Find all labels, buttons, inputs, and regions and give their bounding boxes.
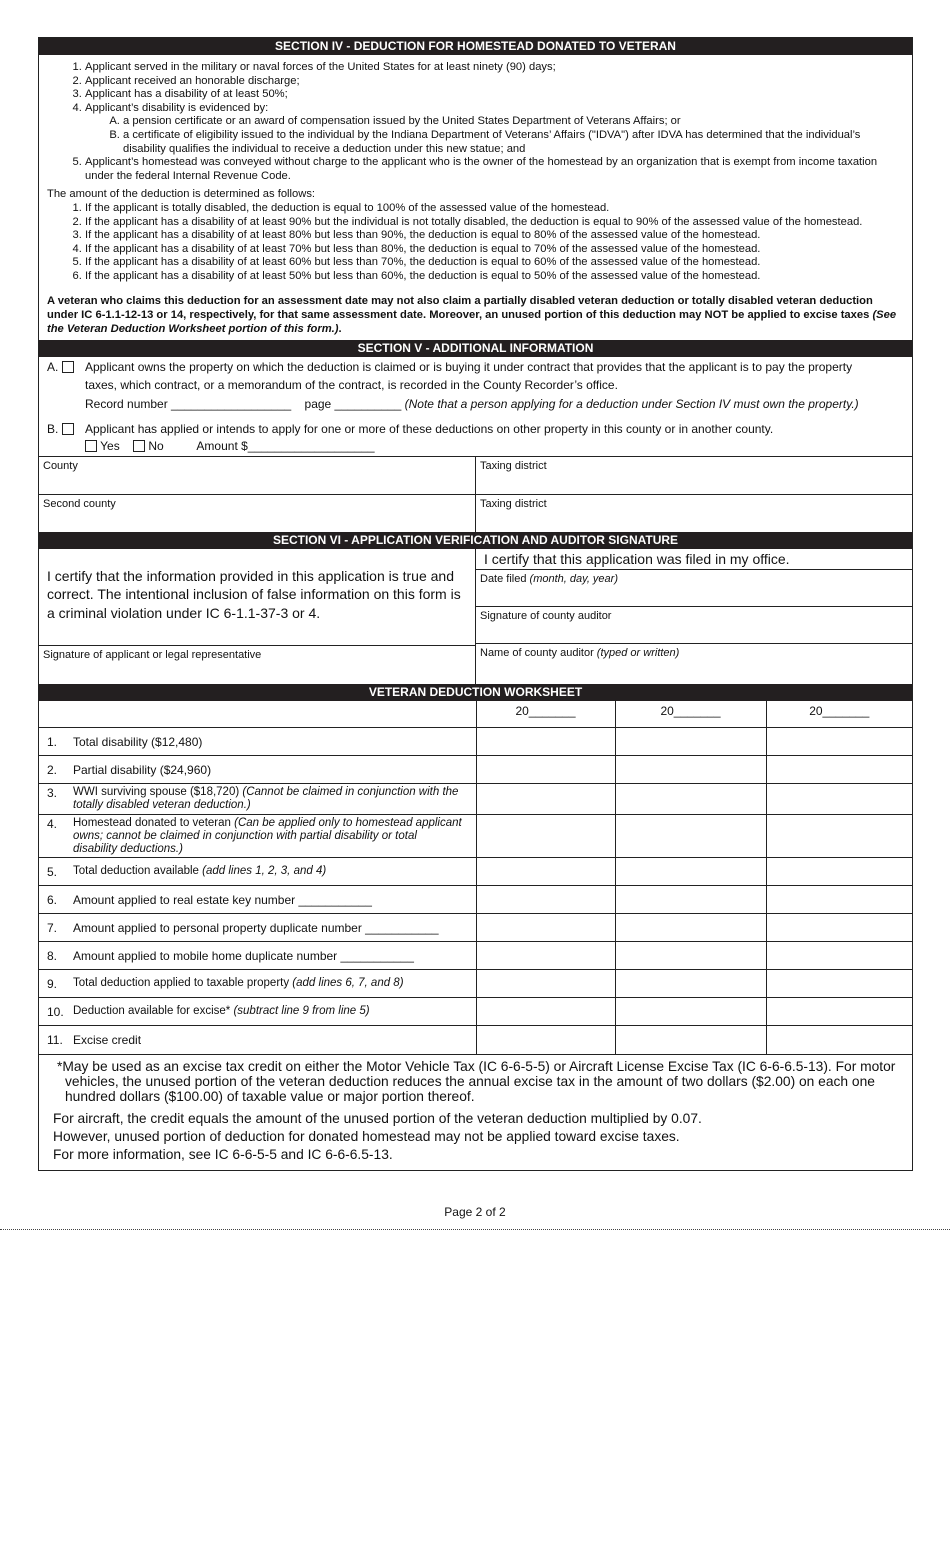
worksheet-line-desc: Total disability ($12,480): [73, 734, 203, 749]
amount-rule: 4. If the applicant has a disability of at least 70% but less than 80%, the deduction is equal to 70% of the assessed value of the homestead.: [85, 243, 904, 257]
auditor-name-field[interactable]: [476, 644, 912, 683]
worksheet-row: [39, 942, 912, 970]
worksheet-amount-cell[interactable]: [766, 728, 912, 756]
worksheet-row: [39, 886, 912, 914]
taxing-district-2-field[interactable]: Taxing district: [480, 497, 547, 510]
auditor-signature-field[interactable]: Signature of county auditor: [476, 607, 912, 644]
worksheet-row: [39, 815, 912, 858]
worksheet-row-label: [39, 858, 476, 886]
worksheet-amount-cell[interactable]: [766, 1026, 912, 1054]
question-a-text: Applicant owns the property on which the deduction is claimed or is buying it under contract that provides that the applicant is to pay the property: [85, 359, 853, 374]
worksheet-line-note: (Cannot be claimed in conjunction with the totally disabled veteran deduction.): [73, 786, 459, 811]
section-5-questions: [39, 357, 912, 456]
condition-item: 2. Applicant received an honorable discharge;: [85, 75, 904, 89]
worksheet-body: [39, 728, 912, 1054]
no-label: No: [148, 438, 164, 453]
worksheet-line-text: [73, 865, 463, 878]
form-page: [38, 37, 913, 1171]
worksheet-header: VETERAN DEDUCTION WORKSHEET: [39, 684, 912, 701]
worksheet-line-number: 6.: [47, 892, 58, 907]
worksheet-row-label: [39, 728, 476, 756]
condition-item: 5. Applicant’s homestead was conveyed without charge to the applicant who is the owner of the homestead by an organization that is exempt from income taxation under the federal Internal Revenue Code.: [85, 156, 904, 183]
footnote-aircraft: For aircraft, the credit equals the amount of the unused portion of the veteran deduction multiplied by 0.07.: [53, 1110, 702, 1126]
page-number: Page 2 of 2: [444, 1205, 506, 1219]
amount-rule: 3. If the applicant has a disability of at least 80% but less than 90%, the deduction is equal to 80% of the assessed value of the homestead.: [85, 229, 904, 243]
worksheet-row: [39, 858, 912, 886]
question-a-label: [47, 360, 74, 374]
worksheet-amount-cell[interactable]: [766, 914, 912, 942]
ownership-note: (Note that a person applying for a deduction under Section IV must own the property.): [404, 396, 859, 411]
worksheet-row-label: [39, 914, 476, 942]
date-filed-field[interactable]: [476, 570, 912, 607]
worksheet-amount-cell[interactable]: [766, 815, 912, 858]
worksheet-line-text: [73, 1033, 463, 1047]
question-b-label: [47, 422, 74, 436]
worksheet-line-number: 5.: [47, 864, 58, 879]
county-row: [39, 456, 912, 494]
second-county-field[interactable]: Second county: [39, 495, 476, 532]
worksheet-amount-cell[interactable]: [615, 1026, 766, 1054]
worksheet-blank-cell: [39, 701, 476, 728]
worksheet-amount-cell[interactable]: [476, 942, 615, 970]
worksheet-row-label: [39, 1026, 476, 1054]
worksheet-row: [39, 1026, 912, 1054]
no-checkbox[interactable]: [133, 440, 145, 452]
worksheet-line-number: 2.: [47, 762, 58, 777]
yes-checkbox[interactable]: [85, 440, 97, 452]
applicant-certification: [39, 549, 476, 684]
worksheet-row-label: [39, 784, 476, 815]
veteran-note-italic: (See the Veteran Deduction Worksheet portion of this form.): [47, 308, 897, 335]
worksheet-amount-cell[interactable]: [615, 970, 766, 998]
amount-intro: The amount of the deduction is determined as follows:: [47, 188, 316, 201]
condition-item-text: Applicant’s disability is evidenced by:: [85, 101, 269, 114]
veteran-note-end: .: [338, 322, 342, 335]
amount-rule: 6. If the applicant has a disability of at least 50% but less than 60%, the deduction is equal to 50% of the assessed value of the homestead.: [85, 270, 904, 284]
question-b-text: Applicant has applied or intends to apply for one or more of these deductions on other property in this county or in another county.: [85, 421, 774, 436]
worksheet-line-desc: Excise credit: [73, 1032, 142, 1047]
worksheet-line-desc: Total deduction available: [73, 864, 203, 877]
section-4-header: SECTION IV - DEDUCTION FOR HOMESTEAD DONATED TO VETERAN: [39, 38, 912, 55]
date-filed-hint: (month, day, year): [529, 572, 618, 585]
conditions-list: [47, 61, 904, 183]
worksheet-line-note: (subtract line 9 from line 5): [233, 1004, 370, 1017]
worksheet-line-number: 9.: [47, 976, 58, 991]
worksheet-row-label: [39, 756, 476, 784]
worksheet-row-label: [39, 886, 476, 914]
worksheet-amount-cell[interactable]: [766, 784, 912, 815]
question-b-letter: B.: [47, 421, 59, 436]
auditor-name-hint: (typed or written): [596, 646, 680, 659]
worksheet-amount-cell[interactable]: [615, 728, 766, 756]
condition-item: [85, 102, 904, 156]
worksheet-amount-cell[interactable]: [476, 815, 615, 858]
question-a-letter: A.: [47, 359, 59, 374]
sub-condition-item: A. a pension certificate or an award of compensation issued by the United States Department of Veterans Affairs; or: [123, 115, 904, 129]
applicant-signature-field[interactable]: Signature of applicant or legal representative: [39, 645, 475, 684]
worksheet-line-number: 8.: [47, 948, 58, 963]
worksheet-amount-cell[interactable]: [615, 756, 766, 784]
worksheet-amount-cell[interactable]: [615, 914, 766, 942]
worksheet-line-desc: Amount applied to personal property duplicate number ___________: [73, 920, 439, 935]
worksheet-amount-cell[interactable]: [476, 886, 615, 914]
amount-rule: 5. If the applicant has a disability of at least 60% but less than 70%, the deduction is equal to 60% of the assessed value of the homestead.: [85, 256, 904, 270]
section-5-header: SECTION V - ADDITIONAL INFORMATION: [39, 340, 912, 357]
worksheet-line-text: [73, 893, 463, 907]
footnote-excise: *May be used as an excise tax credit on either the Motor Vehicle Tax (IC 6-6-5-5) or Aircraft License Excise Tax (IC 6-6-6.5-13). For motor vehicles, the unused portion of the veteran deduction reduces the annual excise tax in the amount of two dollars ($2.00) on each one hundred dollars ($100.00) of taxable value or major portion thereof.: [57, 1058, 896, 1104]
applicant-certify-text: I certify that the information provided in this application is true and correct. The intentional inclusion of false information on this form is a criminal violation under IC 6-1.1-37-3 or 4.: [47, 567, 461, 621]
worksheet-line-number: 10.: [47, 1004, 64, 1019]
worksheet-line-text: [73, 817, 463, 856]
worksheet-amount-cell[interactable]: [766, 886, 912, 914]
worksheet-row: [39, 970, 912, 998]
page-divider: [0, 1229, 950, 1230]
worksheet-amount-cell[interactable]: [476, 1026, 615, 1054]
auditor-certification: [476, 549, 912, 684]
worksheet-amount-cell[interactable]: [476, 756, 615, 784]
worksheet-line-number: 1.: [47, 734, 58, 749]
worksheet-line-note: (Can be applied only to homestead applicant owns; cannot be claimed in conjunction with partial disability or total disability deductions.): [73, 816, 462, 855]
footnote-homestead: However, unused portion of deduction for donated homestead may not be applied toward excise taxes.: [53, 1128, 680, 1144]
sub-conditions-list: [85, 115, 904, 156]
amount-field[interactable]: Amount $___________________: [196, 438, 375, 453]
worksheet-line-number: 11.: [47, 1032, 63, 1047]
section-6-body: [39, 549, 912, 684]
amount-rule: 1. If the applicant is totally disabled, the deduction is equal to 100% of the assessed value of the homestead.: [85, 202, 904, 216]
office-certify-text: I certify that this application was filed in my office.: [476, 549, 912, 570]
worksheet-row: [39, 914, 912, 942]
question-a-text-cont: taxes, which contract, or a memorandum of the contract, is recorded in the County Recorder’s office.: [85, 377, 618, 392]
worksheet-amount-cell[interactable]: [766, 998, 912, 1026]
condition-item: 3. Applicant has a disability of at least 50%;: [85, 88, 904, 102]
worksheet-amount-cell[interactable]: [766, 942, 912, 970]
worksheet-amount-cell[interactable]: [615, 784, 766, 815]
worksheet-amount-cell[interactable]: [766, 756, 912, 784]
worksheet-line-desc: WWI surviving spouse ($18,720): [73, 786, 243, 798]
worksheet-amount-cell[interactable]: [476, 914, 615, 942]
yes-no-amount-row: [85, 439, 375, 453]
worksheet-line-text: [73, 921, 463, 935]
worksheet-line-desc: Amount applied to real estate key number ___________: [73, 892, 372, 907]
county-field[interactable]: County: [39, 457, 476, 494]
year-column-2[interactable]: 20_______: [615, 701, 766, 728]
worksheet-line-text: [73, 949, 463, 963]
worksheet-amount-cell[interactable]: [615, 998, 766, 1026]
record-number-label: Record number __________________: [85, 396, 292, 411]
yes-label: Yes: [100, 438, 120, 453]
year-column-3[interactable]: 20_______: [809, 703, 870, 718]
condition-item: 1. Applicant served in the military or naval forces of the United States for at least ninety (90) days;: [85, 61, 904, 75]
taxing-district-field[interactable]: Taxing district: [480, 459, 547, 472]
worksheet-line-desc: Partial disability ($24,960): [73, 762, 212, 777]
section-5-body: [39, 357, 912, 532]
amount-rule: 2. If the applicant has a disability of at least 90% but the individual is not totally disabled, the deduction is equal to 90% of the assessed value of the homestead.: [85, 216, 904, 230]
question-a-checkbox[interactable]: [62, 361, 74, 373]
worksheet-line-desc: Total deduction applied to taxable property: [73, 976, 293, 989]
section-6-header: SECTION VI - APPLICATION VERIFICATION AND AUDITOR SIGNATURE: [39, 532, 912, 549]
worksheet-row-label: [39, 998, 476, 1026]
worksheet-amount-cell[interactable]: [476, 998, 615, 1026]
worksheet-line-text: [73, 1005, 463, 1018]
date-filed-label: Date filed: [480, 572, 527, 585]
worksheet-line-text: [73, 977, 463, 990]
worksheet-line-desc: Amount applied to mobile home duplicate number ___________: [73, 948, 414, 963]
worksheet-line-desc: Deduction available for excise*: [73, 1004, 234, 1017]
worksheet-line-desc: Homestead donated to veteran: [73, 816, 235, 829]
sub-condition-item: B. a certificate of eligibility issued to the individual by the Indiana Department of Veterans’ Affairs ("IDVA") after IDVA has determined that the individual’s disability qualifies the individual to receive a deduction under this new statue; and: [123, 129, 904, 156]
page-field[interactable]: page __________: [304, 396, 402, 411]
worksheet-row-label: [39, 942, 476, 970]
worksheet-line-text: [73, 786, 463, 812]
worksheet-row: [39, 728, 912, 756]
worksheet-amount-cell[interactable]: [766, 970, 912, 998]
worksheet-line-note: (add lines 1, 2, 3, and 4): [202, 864, 327, 877]
worksheet-line-number: 4.: [47, 816, 58, 831]
worksheet-row: [39, 998, 912, 1026]
footnote-more-info: For more information, see IC 6-6-5-5 and IC 6-6-6.5-13.: [53, 1146, 393, 1162]
worksheet-line-note: (add lines 6, 7, and 8): [292, 976, 404, 989]
veteran-note-text: A veteran who claims this deduction for an assessment date may not also claim a partially disabled veteran deduction or totally disabled veteran deduction under IC 6-1.1-12-13 or 14, respectively, for that same assessment date. Moreover, an unused portion of this deduction may NOT be applied to excise taxes: [47, 294, 873, 321]
worksheet-amount-cell[interactable]: [615, 886, 766, 914]
worksheet-amount-cell[interactable]: [615, 815, 766, 858]
year-column-1[interactable]: 20_______: [476, 701, 615, 728]
veteran-note: [47, 294, 904, 336]
worksheet-row-label: [39, 970, 476, 998]
worksheet-table: [39, 701, 912, 1054]
worksheet-amount-cell[interactable]: [476, 858, 615, 886]
auditor-name-label: Name of county auditor: [480, 646, 594, 659]
worksheet-line-text: [73, 735, 463, 749]
record-number-field[interactable]: [85, 397, 859, 411]
worksheet-line-text: [73, 763, 463, 777]
worksheet-year-row: [39, 701, 912, 728]
worksheet-row: [39, 784, 912, 815]
worksheet-row: [39, 756, 912, 784]
worksheet-row-label: [39, 815, 476, 858]
worksheet-amount-cell[interactable]: [476, 784, 615, 815]
worksheet-amount-cell[interactable]: [615, 858, 766, 886]
worksheet-amount-cell[interactable]: [766, 858, 912, 886]
worksheet-footnotes: [39, 1054, 912, 1170]
worksheet-line-number: 3.: [47, 786, 58, 800]
section-4-body: [39, 55, 912, 340]
worksheet-amount-cell[interactable]: [615, 942, 766, 970]
worksheet-line-number: 7.: [47, 920, 58, 935]
second-county-row: [39, 494, 912, 532]
amount-rules-list: [47, 202, 904, 284]
question-b-checkbox[interactable]: [62, 423, 74, 435]
worksheet-amount-cell[interactable]: [476, 970, 615, 998]
worksheet-amount-cell[interactable]: [476, 728, 615, 756]
